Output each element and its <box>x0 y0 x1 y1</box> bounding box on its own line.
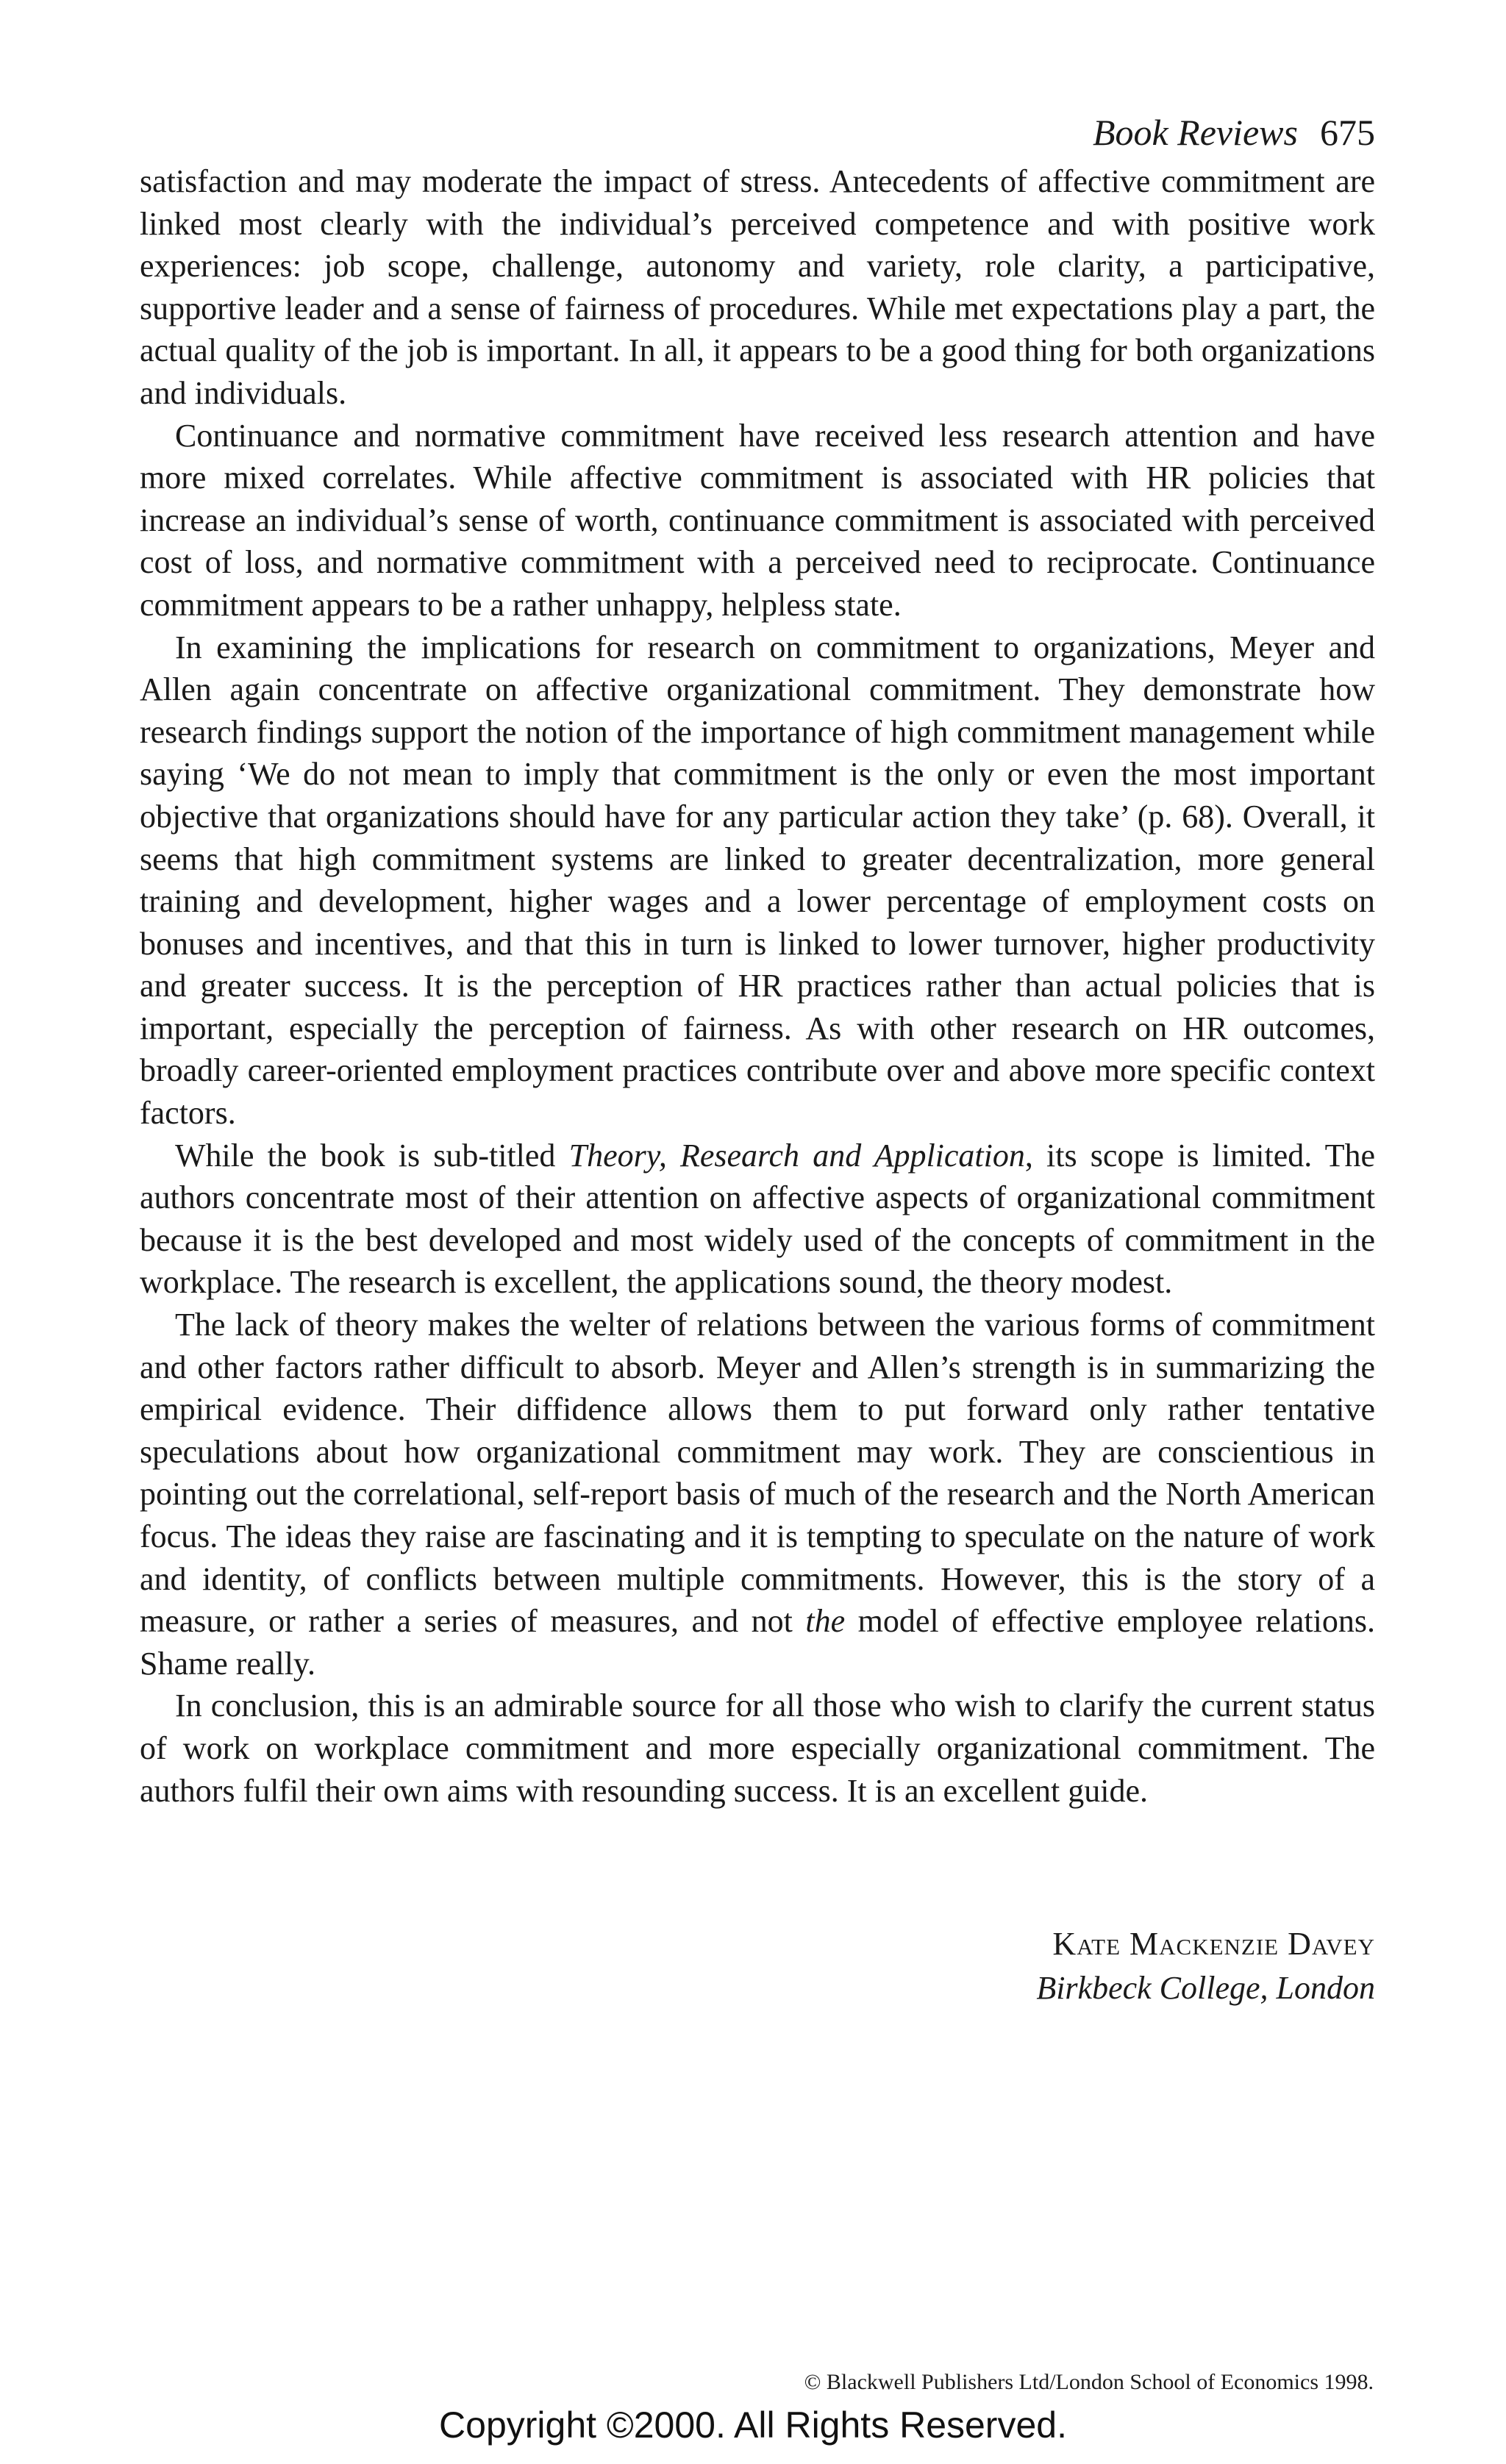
text-run: In examining the implications for research on commitment to organizations, Meyer and Allen again concentrate on affective organizational commitment. They demonstrate how research findings support the notion of the importance of high commitment management while saying ‘We do not mean to imply that commitment is the only or even the most important objective that organizations should have for any particular action they take’ (p. 68). Overall, it seems that high commitment systems are linked to greater decentralization, more general training and development, higher wages and a lower percentage of employment costs on bonuses and incentives, and that this in turn is linked to lower turnover, higher productivity and greater success. It is the perception of HR practices rather than actual policies that is important, especially the perception of fairness. As with other research on HR outcomes, broadly career-oriented employment practices contribute over and above more specific context factors. <box>140 629 1375 1132</box>
publisher-copyright: © Blackwell Publishers Ltd/London School of Economics 1998. <box>804 2370 1374 2394</box>
paragraph <box>140 626 1375 1135</box>
italic-run: Theory, Research and Application <box>568 1137 1025 1174</box>
review-body <box>140 160 1375 1812</box>
paragraph <box>140 415 1375 626</box>
text-run: The lack of theory makes the welter of relations between the various forms of commitment and other factors rather difficult to absorb. Meyer and Allen’s strength is in summarizing the empirical evidence. Their diffidence allows them to put forward only rather tentative speculations about how organizational commitment may work. They are conscientious in pointing out the correlational, self-report basis of much of the research and the North American focus. The ideas they raise are fascinating and it is tempting to speculate on the nature of work and identity, of conflicts between multiple commitments. However, this is the story of a measure, or rather a series of measures, and not <box>140 1307 1375 1640</box>
text-run: In conclusion, this is an admirable source for all those who wish to clarify the current status of work on workplace commitment and more especially organizational commitment. The authors fulfil their own aims with resounding success. It is an excellent guide. <box>140 1688 1375 1809</box>
text-run: Continuance and normative commitment have received less research attention and have more mixed correlates. While affective commitment is associated with HR policies that increase an individual’s sense of worth, continuance commitment is associated with perceived cost of loss, and normative commitment with a perceived need to reciprocate. Continuance commitment appears to be a rather unhappy, helpless state. <box>140 417 1375 623</box>
text-run: While the book is sub-titled <box>175 1137 569 1174</box>
reviewer-affiliation: Birkbeck College, London <box>1036 1970 1375 2007</box>
page-number: 675 <box>1320 112 1375 153</box>
paragraph <box>140 1304 1375 1685</box>
paragraph <box>140 1685 1375 1812</box>
text-run: satisfaction and may moderate the impact of stress. Antecedents of affective commitment are linked most clearly with the individual’s perceived competence and with positive work experiences: job scope, challenge, autonomy and variety, role clarity, a participative, supportive leader and a sense of fairness of procedures. While met expectations play a part, the actual quality of the job is important. In all, it appears to be a good thing for both organizations and individuals. <box>140 163 1375 411</box>
paragraph <box>140 1135 1375 1304</box>
text-run: model of effective employee relations. Shame really. <box>140 1603 1375 1682</box>
copyright-watermark: Copyright ©2000. All Rights Reserved. <box>439 2404 1067 2446</box>
running-head <box>140 110 1375 154</box>
paragraph <box>140 160 1375 415</box>
italic-run: the <box>805 1603 846 1640</box>
book-review-page <box>140 110 1375 2010</box>
text-run: , its scope is limited. The authors concentrate most of their attention on affective aspects of organizational commitment because it is the best developed and most widely used of the concepts of commitment in the workplace. The research is excellent, the applications sound, the theory modest. <box>140 1137 1376 1301</box>
review-signature <box>140 1922 1375 2010</box>
reviewer-name: Kate Mackenzie Davey <box>1052 1926 1375 1963</box>
running-head-title: Book Reviews <box>1092 112 1298 153</box>
